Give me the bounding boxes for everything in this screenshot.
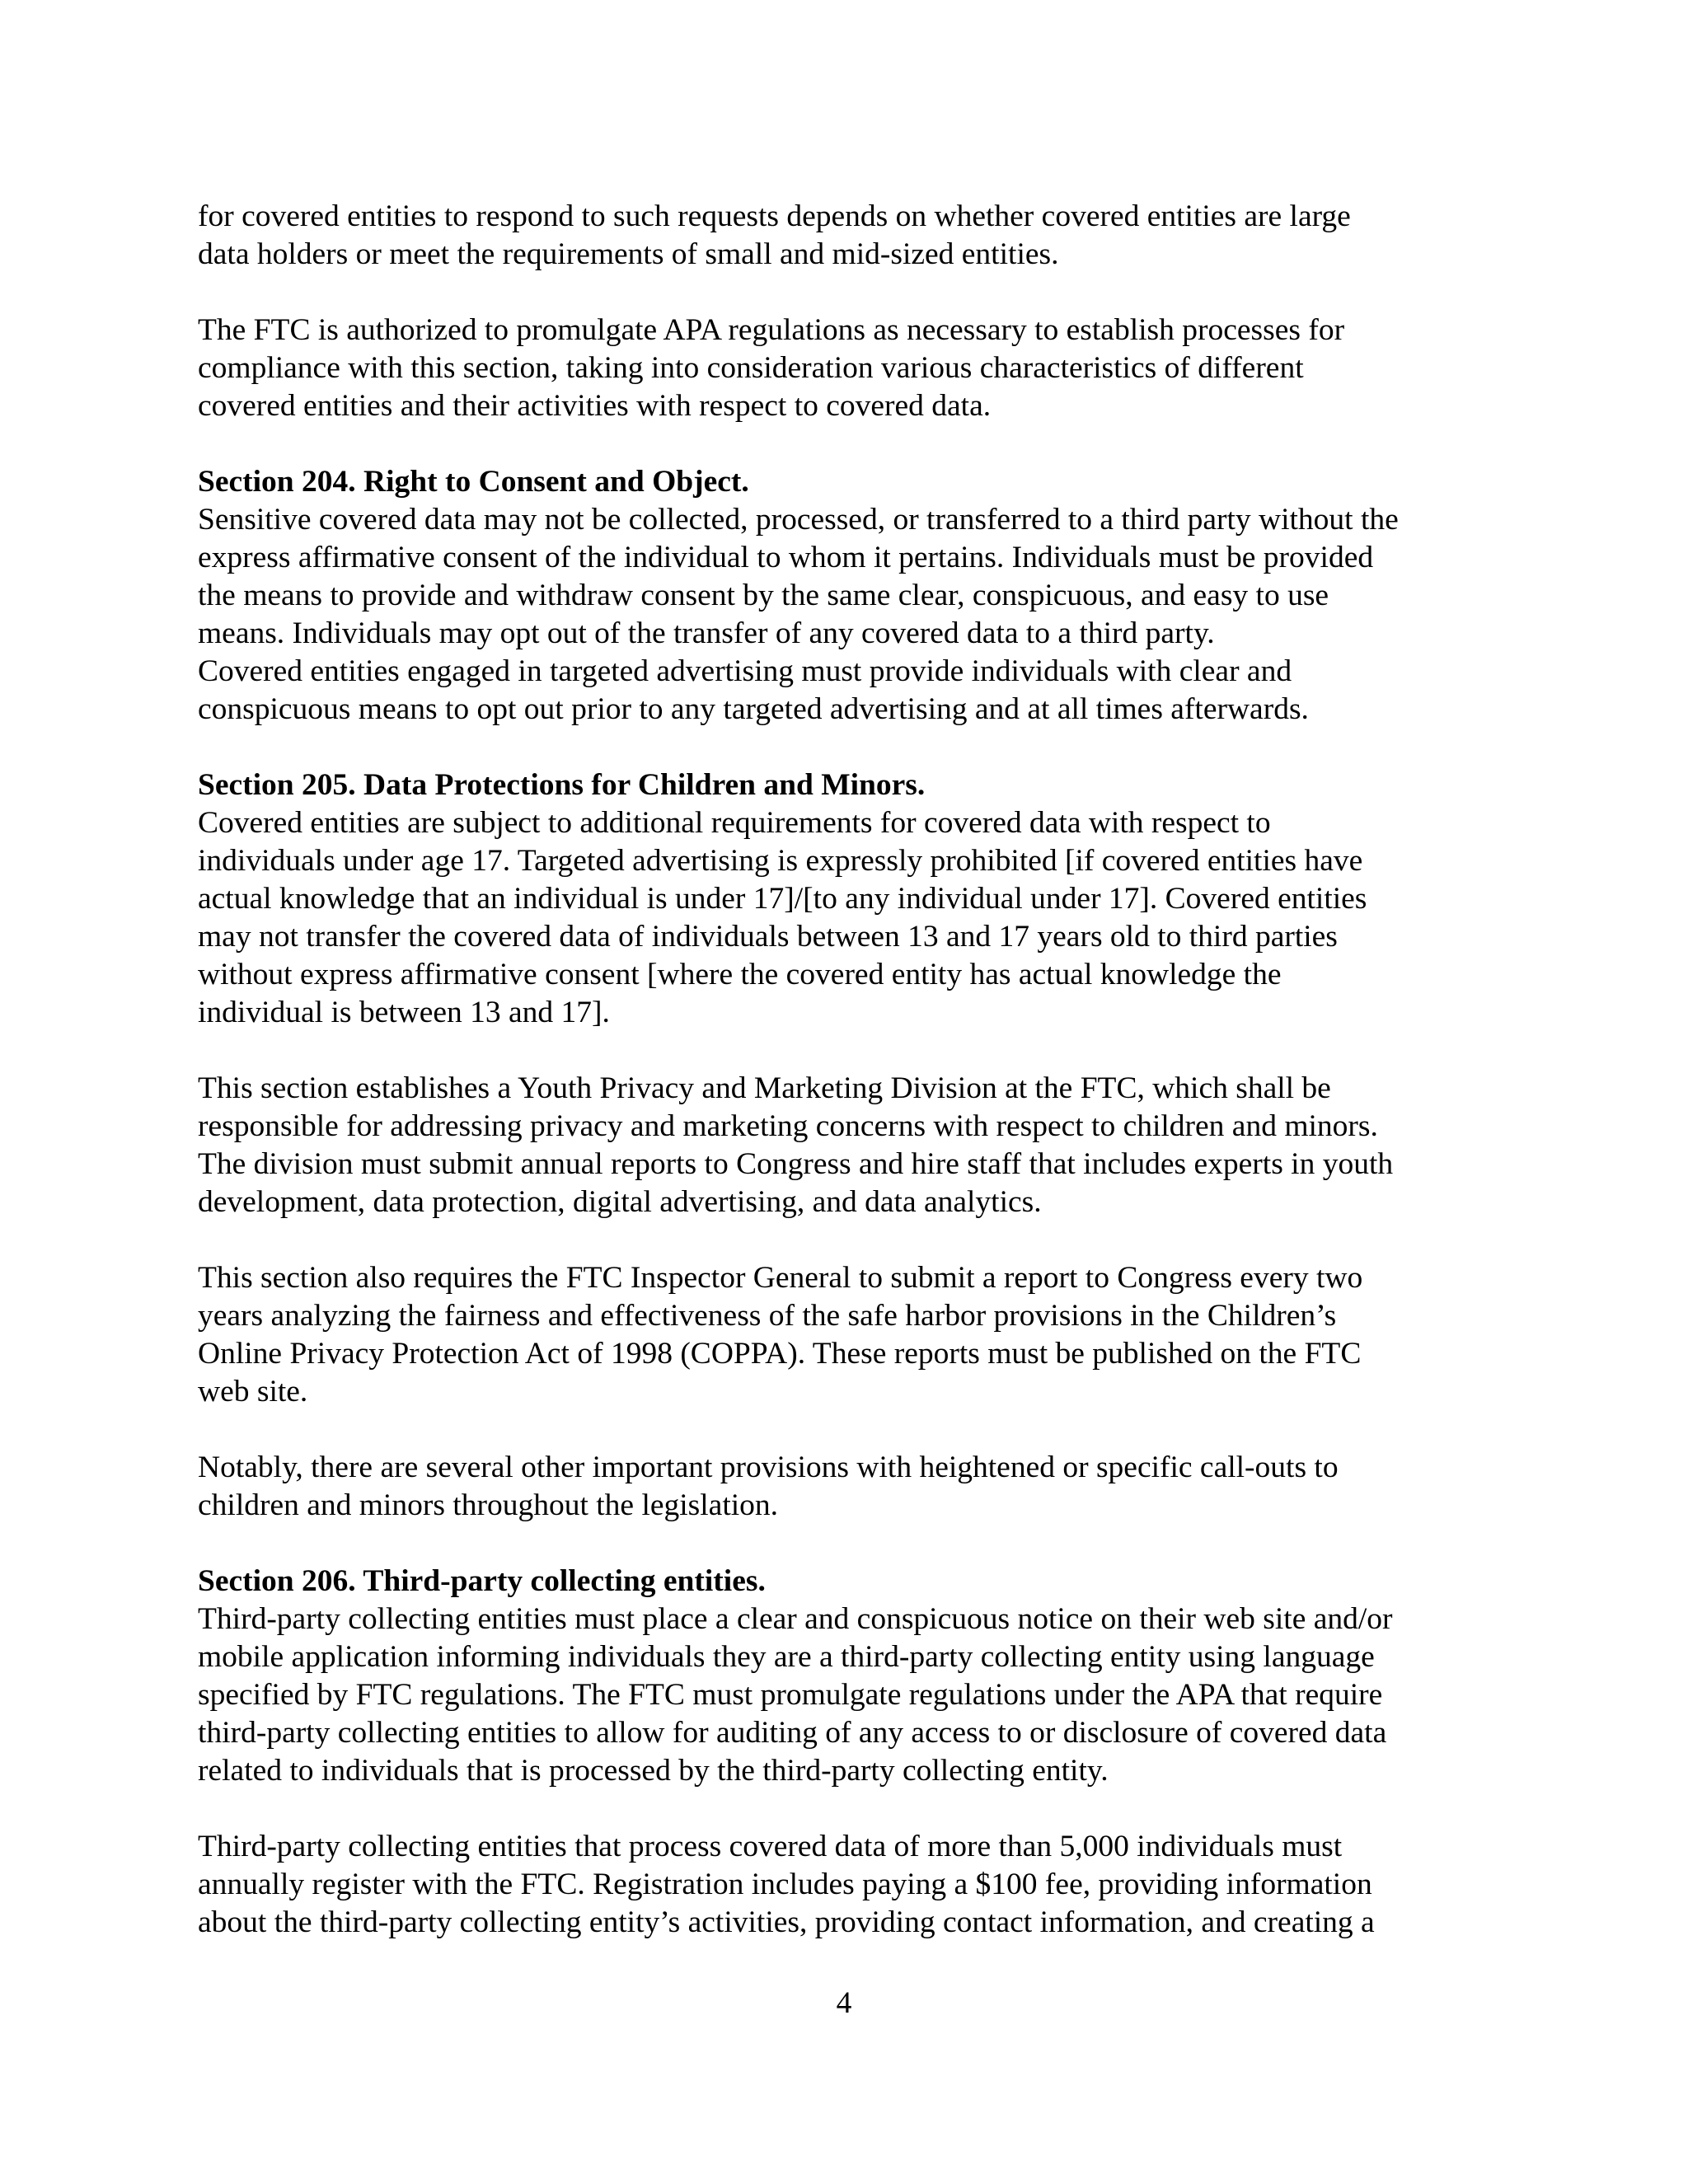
text-line: children and minors throughout the legislation. bbox=[198, 1488, 779, 1522]
text-line: third-party collecting entities to allow for auditing of any access to or disclosure of covered data bbox=[198, 1716, 1387, 1750]
text-line: express affirmative consent of the individual to whom it pertains. Individuals must be provided bbox=[198, 541, 1374, 574]
text-line: This section also requires the FTC Inspector General to submit a report to Congress every two bbox=[198, 1261, 1363, 1295]
text-line: responsible for addressing privacy and marketing concerns with respect to children and minors. bbox=[198, 1109, 1378, 1143]
text-line: development, data protection, digital advertising, and data analytics. bbox=[198, 1185, 1042, 1219]
page-number: 4 bbox=[836, 1986, 852, 2020]
paragraph bbox=[198, 1070, 1492, 1221]
text-line: Third-party collecting entities that process covered data of more than 5,000 individuals must bbox=[198, 1830, 1343, 1863]
text-line: compliance with this section, taking into consideration various characteristics of different bbox=[198, 351, 1304, 385]
text-line: means. Individuals may opt out of the transfer of any covered data to a third party. bbox=[198, 616, 1215, 650]
text-line: specified by FTC regulations. The FTC must promulgate regulations under the APA that require bbox=[198, 1678, 1383, 1712]
text-line: individual is between 13 and 17]. bbox=[198, 996, 610, 1029]
text-line: Covered entities are subject to additional requirements for covered data with respect to bbox=[198, 806, 1271, 840]
text-line: actual knowledge that an individual is under 17]/[to any individual under 17]. Covered entities bbox=[198, 882, 1367, 916]
text-line: without express affirmative consent [where the covered entity has actual knowledge the bbox=[198, 958, 1282, 991]
section-s206 bbox=[198, 1563, 1492, 1790]
text-line: for covered entities to respond to such requests depends on whether covered entities are large bbox=[198, 199, 1351, 233]
text-line: Sensitive covered data may not be collected, processed, or transferred to a third party without the bbox=[198, 503, 1399, 537]
paragraph bbox=[198, 1828, 1492, 1942]
section-heading: Section 206. Third-party collecting entities. bbox=[198, 1564, 766, 1598]
text-line: related to individuals that is processed by the third-party collecting entity. bbox=[198, 1754, 1109, 1788]
text-line: The division must submit annual reports to Congress and hire staff that includes experts in youth bbox=[198, 1147, 1394, 1181]
paragraph bbox=[198, 312, 1492, 425]
text-line: conspicuous means to opt out prior to any targeted advertising and at all times afterwards. bbox=[198, 692, 1309, 726]
section-heading: Section 204. Right to Consent and Object. bbox=[198, 465, 749, 499]
text-line: covered entities and their activities with respect to covered data. bbox=[198, 389, 992, 423]
text-line: mobile application informing individuals they are a third-party collecting entity using language bbox=[198, 1640, 1375, 1674]
paragraph bbox=[198, 198, 1492, 274]
text-line: about the third-party collecting entity’s activities, providing contact information, and creating a bbox=[198, 1905, 1375, 1939]
text-line: data holders or meet the requirements of small and mid-sized entities. bbox=[198, 237, 1059, 271]
text-line: the means to provide and withdraw consent by the same clear, conspicuous, and easy to use bbox=[198, 579, 1329, 612]
text-line: Notably, there are several other important provisions with heightened or specific call-outs to bbox=[198, 1451, 1339, 1484]
text-line: This section establishes a Youth Privacy and Marketing Division at the FTC, which shall be bbox=[198, 1071, 1331, 1105]
text-line: web site. bbox=[198, 1375, 308, 1408]
document-page bbox=[198, 198, 1492, 1980]
text-line: The FTC is authorized to promulgate APA regulations as necessary to establish processes for bbox=[198, 313, 1345, 347]
paragraph bbox=[198, 1449, 1492, 1525]
section-heading: Section 205. Data Protections for Children and Minors. bbox=[198, 768, 926, 802]
text-line: Covered entities engaged in targeted advertising must provide individuals with clear and bbox=[198, 654, 1292, 688]
text-line: years analyzing the fairness and effectiveness of the safe harbor provisions in the Children’s bbox=[198, 1299, 1337, 1333]
text-line: Online Privacy Protection Act of 1998 (COPPA). These reports must be published on the FTC bbox=[198, 1337, 1362, 1371]
section-s204 bbox=[198, 463, 1492, 729]
text-line: may not transfer the covered data of individuals between 13 and 17 years old to third parties bbox=[198, 920, 1338, 954]
text-line: individuals under age 17. Targeted advertising is expressly prohibited [if covered entities have bbox=[198, 844, 1363, 878]
text-line: Third-party collecting entities must place a clear and conspicuous notice on their web site and/or bbox=[198, 1602, 1393, 1636]
section-s205 bbox=[198, 766, 1492, 1032]
paragraph bbox=[198, 1259, 1492, 1411]
text-line: annually register with the FTC. Registration includes paying a $100 fee, providing information bbox=[198, 1868, 1372, 1901]
